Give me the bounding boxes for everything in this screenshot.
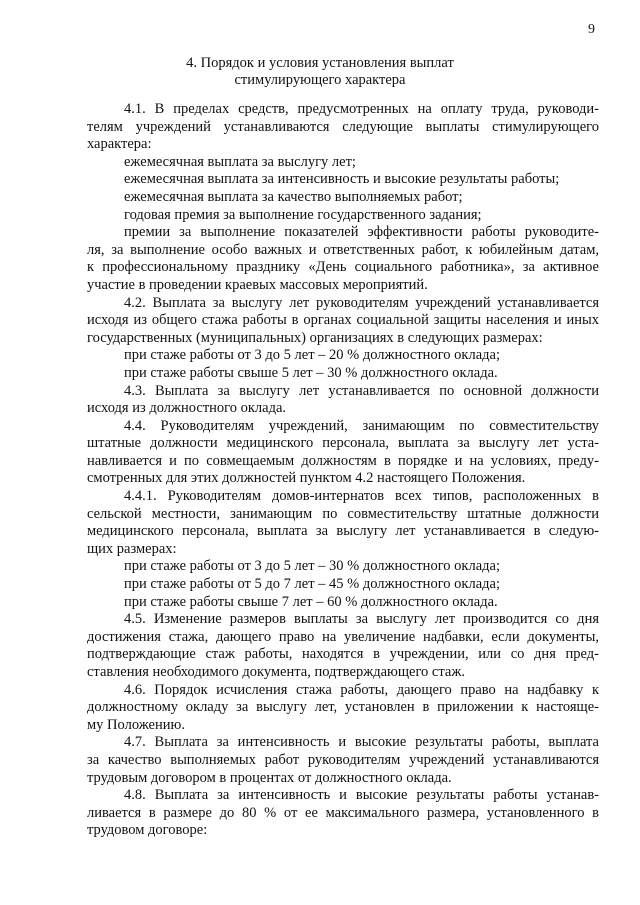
page-number: 9 (588, 22, 595, 37)
text-line: 4.8. Выплата за интенсивность и высокие результаты работы устанав- (124, 787, 599, 804)
text-line: 4.7. Выплата за интенсивность и высокие результаты работы, выплата (124, 734, 599, 751)
text-line: при стаже работы свыше 7 лет – 60 % должностного оклада. (124, 593, 498, 610)
text-line: при стаже работы от 3 до 5 лет – 30 % должностного оклада; (124, 558, 500, 575)
section-heading-line-2: стимулирующего характера (234, 72, 406, 88)
text-line: штатные должности медицинского персонала, выплата за выслугу лет уста- (87, 435, 599, 452)
text-line: трудовом договоре: (87, 822, 208, 839)
section-heading (0, 55, 640, 89)
text-line: достижения стажа, дающего право на увеличение надбавки, если документы, (87, 628, 599, 645)
text-line: ля, за выполнение особо важных и ответственных работ, к юбилейным датам, (87, 241, 599, 258)
text-line: ежемесячная выплата за интенсивность и высокие результаты работы; (124, 171, 560, 188)
text-line: смотренных для этих должностей пунктом 4.2 настоящего Положения. (87, 470, 526, 487)
text-line: при стаже работы свыше 5 лет – 30 % должностного оклада. (124, 364, 498, 381)
text-line: телям учреждений устанавливаются следующие выплаты стимулирующего (87, 118, 599, 135)
text-line: должностному окладу за выслугу лет, установлен в приложении к настояще- (87, 699, 599, 716)
text-line: ежемесячная выплата за качество выполняемых работ; (124, 188, 463, 205)
section-heading-line-1: 4. Порядок и условия установления выплат (186, 55, 454, 71)
text-line: 4.2. Выплата за выслугу лет руководителям учреждений устанавливается (124, 294, 599, 311)
text-line: характера: (87, 136, 152, 153)
text-line: навливается и по совмещаемым должностям в порядке и на условиях, преду- (87, 452, 599, 469)
text-line: за качество выполняемых работ руководителям учреждений устанавливаются (87, 751, 599, 768)
text-line: к профессиональному празднику «День социального работника», за активное (87, 259, 599, 276)
text-line: при стаже работы от 5 до 7 лет – 45 % должностного оклада; (124, 576, 500, 593)
text-line: при стаже работы от 3 до 5 лет – 20 % должностного оклада; (124, 347, 500, 364)
text-line: исходя из должностного оклада. (87, 400, 287, 417)
text-line: сельской местности, занимающим по совместительству штатные должности (87, 505, 599, 522)
text-line: подтверждающие стаж работы, находятся в учреждении, или со дня пред- (87, 646, 599, 663)
text-line: 4.6. Порядок исчисления стажа работы, дающего право на надбавку к (124, 681, 599, 698)
text-line: годовая премия за выполнение государственного задания; (124, 206, 482, 223)
text-line: ставления необходимого документа, подтверждающего стаж. (87, 664, 465, 680)
text-line: ливается в размере до 80 % от ее максимального размера, установленного в (87, 804, 599, 821)
text-line: 4.5. Изменение размеров выплаты за выслугу лет производится со дня (124, 611, 599, 628)
text-line: исходя из общего стажа работы в органах социальной защиты населения и иных (87, 312, 599, 329)
text-line: участие в проведении краевых массовых мероприятий. (87, 276, 428, 293)
text-line: му Положению. (87, 716, 185, 733)
text-line: медицинского персонала, выплата за выслугу лет устанавливается в следую- (87, 523, 599, 540)
text-line: 4.4.1. Руководителям домов-интернатов всех типов, расположенных в (124, 488, 599, 505)
text-line: 4.3. Выплата за выслугу лет устанавливается по основной должности (124, 382, 599, 399)
text-line: премии за выполнение показателей эффективности работы руководите- (124, 224, 599, 241)
text-line: государственных (муниципальных) организациях в следующих размерах: (87, 329, 543, 346)
text-line: 4.4. Руководителям учреждений, занимающим по совместительству (124, 417, 599, 434)
text-line: трудовым договором в процентах от должностного оклада. (87, 769, 452, 786)
text-line: ежемесячная выплата за выслугу лет; (124, 153, 356, 170)
text-line: щих размерах: (87, 540, 177, 557)
text-line: 4.1. В пределах средств, предусмотренных на оплату труда, руководи- (124, 101, 599, 117)
document-body (87, 101, 599, 840)
